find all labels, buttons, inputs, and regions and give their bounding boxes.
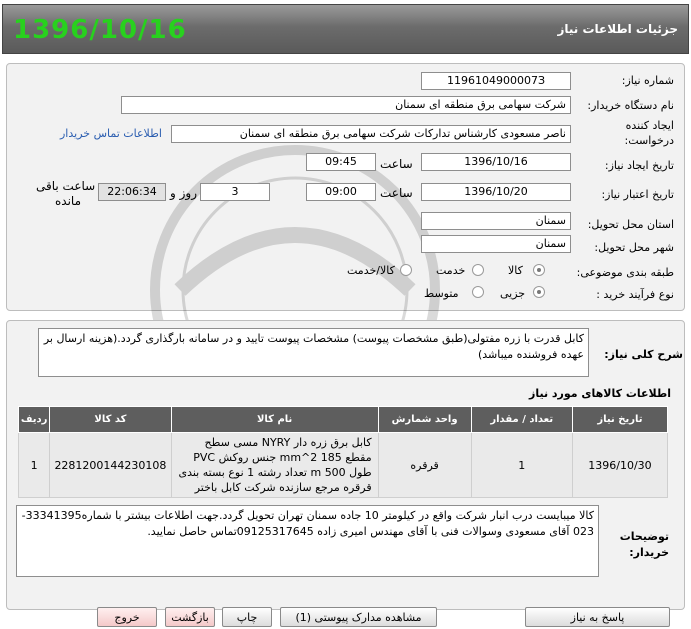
created-date-label: تاریخ ایجاد نیاز: (604, 159, 674, 172)
header-date: 1396/10/16 (13, 15, 187, 45)
category-goods-service-label: کالا/خدمت (347, 264, 395, 277)
col-qty: تعداد / مقدار (471, 407, 572, 433)
general-description-label: شرح کلی نیاز: (604, 348, 683, 361)
exit-button[interactable]: خروج (97, 607, 157, 627)
back-button[interactable]: بازگشت (165, 607, 215, 627)
city-label: شهر محل تحویل: (594, 241, 674, 254)
page-title: جزئیات اطلاعات نیاز (557, 22, 678, 36)
creator-label-2: درخواست: (624, 134, 674, 147)
category-radio-goods[interactable] (533, 264, 545, 276)
goods-table (18, 406, 668, 498)
process-radio-minor[interactable] (533, 286, 545, 298)
process-minor-label: جزیی (500, 287, 526, 300)
created-time-label: ساعت (380, 157, 413, 171)
buyer-notes-label-2: خریدار: (629, 546, 669, 559)
buyer-notes-label-1: توضیحات (619, 530, 669, 543)
goods-info-title: اطلاعات کالاهای مورد نیاز (529, 387, 671, 400)
process-type-label: نوع فرآیند خرید : (596, 288, 674, 301)
created-time-field: 09:45 (306, 153, 376, 171)
col-unit: واحد شمارش (378, 407, 471, 433)
created-date-field: 1396/10/16 (421, 153, 571, 171)
process-medium-label: متوسط (424, 287, 459, 300)
validity-time-label: ساعت (380, 186, 413, 200)
page-header (2, 4, 689, 54)
remaining-label-1: ساعت باقی (36, 179, 96, 193)
creator-label-1: ایجاد کننده (625, 119, 674, 132)
days-label: روز و (170, 186, 197, 200)
remaining-time-field: 22:06:34 (98, 183, 166, 201)
col-index: ردیف (19, 407, 50, 433)
category-radio-service[interactable] (472, 264, 484, 276)
city-field: سمنان (421, 235, 571, 253)
cell-code: 2281200144230108 (50, 433, 171, 498)
general-description-text: کابل قدرت با زره مفتولی(طبق مشخصات پیوست) مشخصات پیوست تایید و در سامانه بارگذاری گردد.(هزینه ارسال بر عهده فروشنده میباشد) (38, 328, 589, 377)
category-service-label: خدمت (436, 264, 466, 277)
category-goods-label: کالا (508, 264, 523, 277)
validity-date-field: 1396/10/20 (421, 183, 571, 201)
cell-unit: قرقره (378, 433, 471, 498)
cell-qty: 1 (471, 433, 572, 498)
need-number-label: شماره نیاز: (621, 74, 674, 87)
province-field: سمنان (421, 212, 571, 230)
validity-time-field: 09:00 (306, 183, 376, 201)
col-name: نام کالا (171, 407, 378, 433)
buyer-org-field: شرکت سهامی برق منطقه ای سمنان (121, 96, 571, 114)
attachments-button[interactable]: مشاهده مدارک پیوستی (1) (280, 607, 437, 627)
col-code: کد کالا (50, 407, 171, 433)
remaining-label-2: مانده (55, 194, 82, 208)
province-label: استان محل تحویل: (587, 218, 674, 231)
cell-date: 1396/10/30 (572, 433, 667, 498)
reply-button[interactable]: پاسخ به نیاز (525, 607, 670, 627)
cell-name: کابل برق زره دار NYRY مسی سطح مقطع 185 mm^2 جنس روکش PVC طول 500 m تعداد رشته 1 نوع بسته بندی قرقره مرجع سازنده شرکت کابل باختر (171, 433, 378, 498)
table-header-row (19, 407, 668, 433)
cell-index: 1 (19, 433, 50, 498)
category-label: طبقه بندی موضوعی: (576, 266, 674, 279)
contact-info-link[interactable]: اطلاعات تماس خریدار (60, 127, 162, 140)
buyer-org-label: نام دستگاه خریدار: (587, 99, 674, 112)
col-date: تاریخ نیاز (572, 407, 667, 433)
creator-field: ناصر مسعودی کارشناس تدارکات شرکت سهامی برق منطقه ای سمنان (171, 125, 571, 143)
validity-date-label: تاریخ اعتبار نیاز: (601, 188, 674, 201)
category-radio-goods-service[interactable] (400, 264, 412, 276)
need-number-field: 1196104900007З (421, 72, 571, 90)
print-button[interactable]: چاپ (222, 607, 272, 627)
process-radio-medium[interactable] (472, 286, 484, 298)
buyer-notes-text: کالا میبایست درب انبار شرکت واقع در کیلومتر 10 جاده سمنان تهران تحویل گردد.جهت اطلاعات بیشتر با شماره33341395-023 آقای مسعودی وسوالات فنی با آقای مهندس امیری زاده 09125317645تماس حاصل نمایید. (16, 505, 599, 577)
table-row (19, 433, 668, 498)
remaining-days-field: 3 (200, 183, 270, 201)
